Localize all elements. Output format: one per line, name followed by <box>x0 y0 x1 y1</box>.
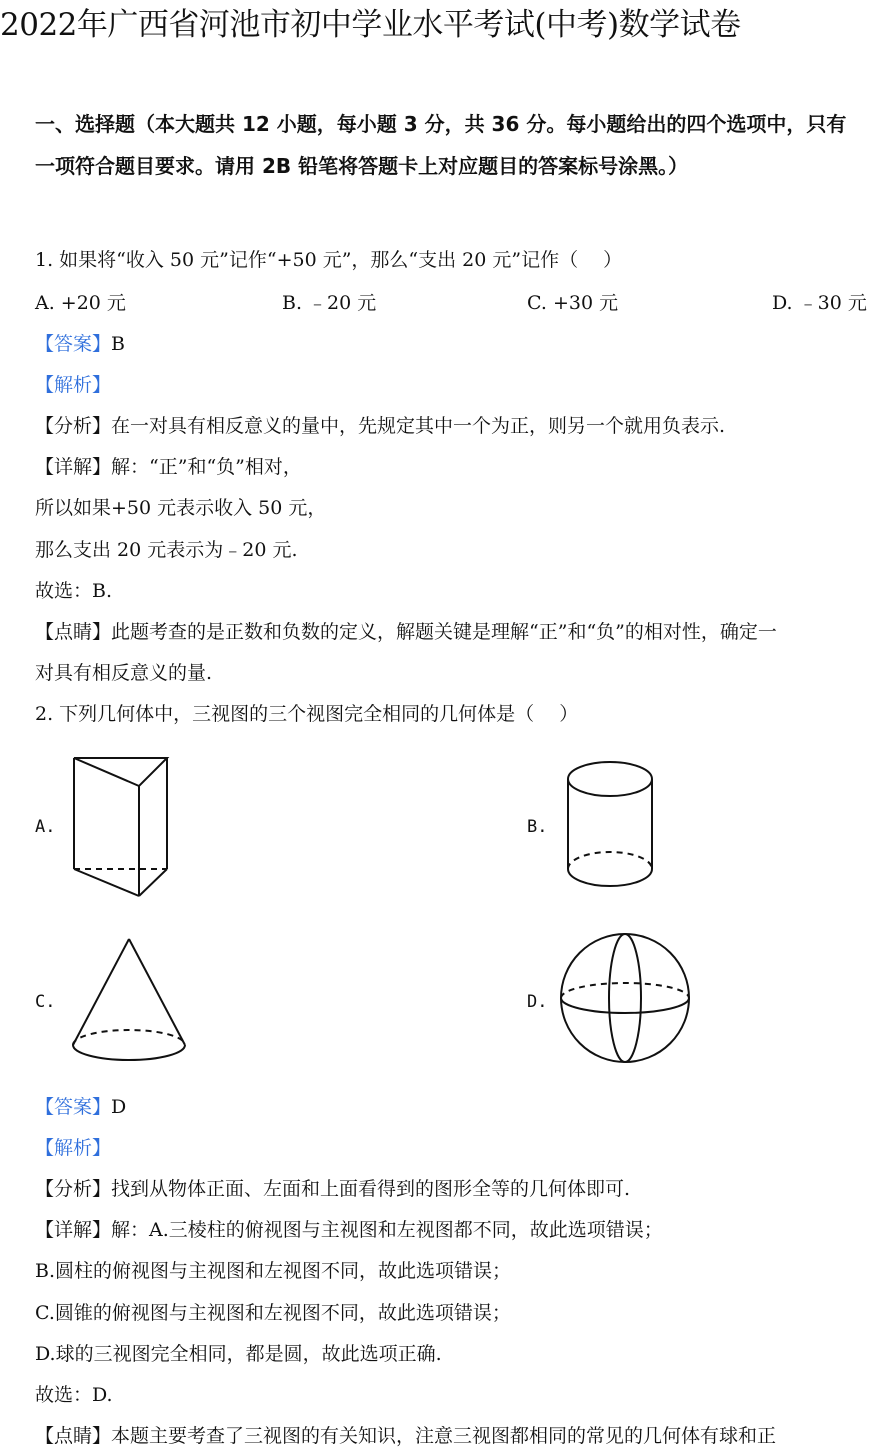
q1-option-d: D. ﹣30 元 <box>772 292 867 314</box>
detail-tag: 【详解】 <box>35 1219 112 1241</box>
q2-option-b-label: B. <box>527 817 548 837</box>
cylinder-icon <box>560 755 660 895</box>
q1-analysis <box>35 371 111 399</box>
comment-text: 本题主要考查了三视图的有关知识，注意三视图都相同的常见的几何体有球和正 <box>111 1425 777 1447</box>
cone-icon <box>65 933 195 1068</box>
fenxi-tag: 【分析】 <box>35 1178 112 1200</box>
q2-detail-line-b: B.圆柱的俯视图与主视图和左视图不同，故此选项错误； <box>35 1260 512 1282</box>
analysis-tag: 【解析】 <box>35 1137 112 1159</box>
q2-option-c-label: C. <box>35 992 56 1012</box>
q2-analysis <box>35 1134 111 1162</box>
q2-option-d-label: D. <box>527 992 548 1012</box>
answer-value: D <box>111 1096 127 1118</box>
q1-option-b: B. ﹣20 元 <box>282 292 377 314</box>
q2-option-a-label: A. <box>35 817 56 837</box>
q2-answer <box>35 1093 126 1121</box>
answer-tag: 【答案】 <box>35 333 112 355</box>
triangular-prism-icon <box>60 750 180 900</box>
q2-choose: 故选：D. <box>35 1384 113 1406</box>
q1-stem: 1. 如果将“收入 50 元”记作“+50 元”，那么“支出 20 元”记作（ ） <box>35 249 623 271</box>
q1-detail <box>35 453 302 481</box>
answer-value: B <box>111 333 125 355</box>
q2-detail-line-c: C.圆锥的俯视图与主视图和左视图不同，故此选项错误； <box>35 1302 511 1324</box>
q1-option-c: C. +30 元 <box>527 292 619 314</box>
q2-detail-line-d: D.球的三视图完全相同，都是圆，故此选项正确. <box>35 1343 442 1365</box>
fenxi-tag: 【分析】 <box>35 415 112 437</box>
comment-text: 此题考查的是正数和负数的定义，解题关键是理解“正”和“负”的相对性，确定一 <box>111 621 777 643</box>
page-title: 2022年广西省河池市初中学业水平考试(中考)数学试卷 <box>0 7 741 43</box>
q1-fenxi <box>35 412 725 440</box>
q1-detail-line3: 那么支出 20 元表示为﹣20 元. <box>35 539 298 561</box>
q2-fenxi <box>35 1175 630 1203</box>
q1-answer <box>35 330 125 358</box>
detail-tag: 【详解】 <box>35 456 112 478</box>
q2-detail <box>35 1216 663 1244</box>
detail-text: 解：“正”和“负”相对， <box>111 456 302 478</box>
detail-text: 解：A.三棱柱的俯视图与主视图和左视图都不同，故此选项错误； <box>111 1219 663 1241</box>
q2-stem: 2. 下列几何体中，三视图的三个视图完全相同的几何体是（ ） <box>35 703 579 725</box>
q2-comment <box>35 1422 776 1450</box>
fenxi-text: 在一对具有相反意义的量中，先规定其中一个为正，则另一个就用负表示. <box>111 415 726 437</box>
q1-choose: 故选：B. <box>35 580 113 602</box>
comment-tag: 【点睛】 <box>35 621 112 643</box>
q1-option-a: A. +20 元 <box>35 292 126 314</box>
q1-comment-line2: 对具有相反意义的量. <box>35 662 213 684</box>
answer-tag: 【答案】 <box>35 1096 112 1118</box>
sphere-icon <box>555 930 700 1070</box>
analysis-tag: 【解析】 <box>35 374 112 396</box>
q1-comment <box>35 618 777 646</box>
section-heading: 一、选择题（本大题共 12 小题，每小题 3 分，共 36 分。每小题给出的四个选项中，只有一项符合题目要求。请用 2B 铅笔将答题卡上对应题目的答案标号涂黑。） <box>35 112 847 178</box>
fenxi-text: 找到从物体正面、左面和上面看得到的图形全等的几何体即可. <box>111 1178 631 1200</box>
comment-tag: 【点睛】 <box>35 1425 112 1447</box>
q1-detail-line2: 所以如果+50 元表示收入 50 元， <box>35 497 327 519</box>
